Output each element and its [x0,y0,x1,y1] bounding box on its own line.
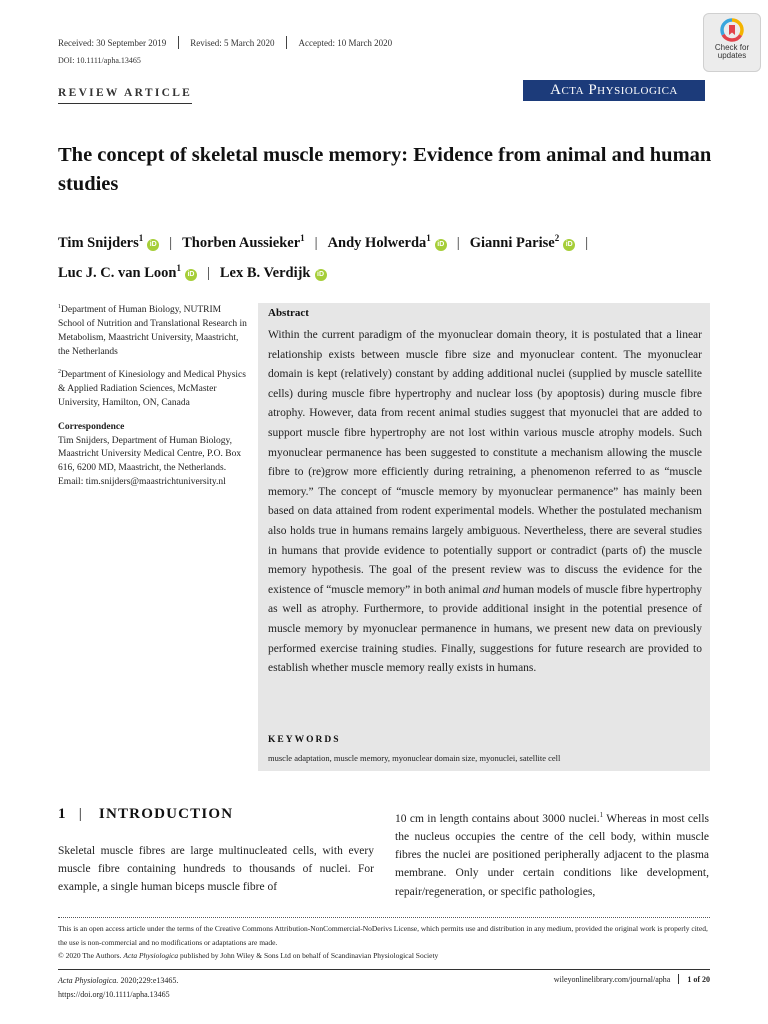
journal-banner: Acta Physiologica [523,80,705,101]
affiliation-sup: 1 [426,233,431,243]
author-name: Andy Holwerda [327,234,427,251]
article-dates [58,36,392,49]
author-separator: | [456,234,460,251]
doi: DOI: 10.1111/apha.13465 [58,56,141,65]
date-divider [178,36,179,49]
footer-right [496,974,710,984]
date-divider [286,36,287,49]
affiliation-1 [58,301,248,359]
intro-left-column: Skeletal muscle fibres are large multinucleated cells, with every muscle fibre containing hundreds to thousands of nuclei. For example, a single human biceps muscle fibre of [58,845,374,894]
author-list [58,226,718,286]
section-label: REVIEW ARTICLE [58,87,192,104]
footer-journal: Acta Physiologica. [58,976,119,985]
abstract-text-part1: Within the current paradigm of the myonuclear domain theory, it is postulated that a linear relationship exists between muscle fibre size and myonuclear content. The myonuclear domain is kept (relatively) constant by adding additional nuclei (supplied by muscle satellite cells) during muscle fibre hypertrophy and nuclear loss (by apoptosis) during muscle fibre atrophy. However, data from recent animal studies suggest that myonuclei that are added to support muscle fibre hypertrophy are not lost within various muscle atrophy models. Such myonuclear permanence has been suggested to constitute a mechanism allowing the muscle fibre to (re)grow more efficiently during retraining, a phenomenon referred to as “muscle memory.” The concept of “muscle memory by myonuclear permanence” has mainly been based on data attained from rodent experimental models. Whether the postulated mechanism also holds true in humans remains largely ambiguous. Nevertheless, there are several studies in humans that provide evidence to potentially support or contradict (parts of) the muscle memory hypothesis. The goal of the present review was to discuss the evidence for the existence of “muscle memory” in both animal [268,329,702,596]
accepted-date: Accepted: 10 March 2020 [298,37,393,48]
author-separator: | [206,264,210,281]
affiliation-sup: 1 [58,304,61,310]
footer-volume: 2020;229:e13465. [118,976,179,985]
badge-line-1: Check for [714,43,750,52]
orcid-icon[interactable]: iD [315,269,327,281]
correspondence-heading: Correspondence [58,421,125,432]
correspondence-email[interactable]: Email: tim.snijders@maastrichtuniversity.nl [58,477,226,488]
copyright-b: published by John Wiley & Sons Ltd on behalf of Scandinavian Physiological Society [178,951,439,960]
affiliation-sup: 2 [58,369,61,376]
author[interactable] [328,235,447,251]
abstract-text [268,326,702,679]
affiliation-sup: 1 [300,233,305,243]
footer-divider [678,974,679,984]
orcid-icon[interactable]: iD [147,239,159,251]
footer-site-link[interactable]: wileyonlinelibrary.com/journal/apha [553,974,671,984]
intro-right-column [395,806,709,901]
received-date: Received: 30 September 2019 [58,37,167,48]
license-footnote [58,922,710,963]
section-divider: | [78,806,83,822]
footer-doi-link[interactable]: https://doi.org/10.1111/apha.13465 [58,990,170,999]
badge-line-2: updates [717,51,747,60]
author-separator: | [169,234,173,251]
author[interactable] [58,262,197,281]
author-name: Thorben Aussieker [182,234,301,251]
author-name: Luc J. C. van Loon [58,264,177,281]
keywords-heading: KEYWORDS [268,735,341,745]
correspondence-address: Tim Snijders, Department of Human Biology, Maastricht University Medical Centre, P.O. Box 616, 6200 MD, Maastricht, the Netherlands. [58,435,242,474]
footer-citation [58,974,178,1002]
introduction-heading [58,806,233,823]
footnote-divider [58,917,710,918]
orcid-icon[interactable]: iD [563,239,575,251]
affiliation-text: Department of Human Biology, NUTRIM School of Nutrition and Translational Research in Metabolism, Maastricht University, Maastricht, the Netherlands [58,305,247,357]
affiliation-sup: 2 [554,233,560,243]
license-text: This is an open access article under the terms of the Creative Commons Attribution-NonCommercial-NoDerivs License, which permits use and distribution in any medium, provided the original work is properly cited, the use is non-commercial and no modifications or adaptations are made. [58,924,708,947]
footer-rule [58,969,710,970]
check-updates-icon [720,18,744,42]
copyright-text [58,949,710,963]
keywords-list: muscle adaptation, muscle memory, myonuclear domain size, myonuclei, satellite cell [268,753,561,763]
copyright-journal: Acta Physiologica [123,951,179,960]
author[interactable] [220,265,327,281]
revised-date: Revised: 5 March 2020 [190,37,275,48]
affiliation-sup: 1 [138,233,144,243]
author[interactable] [182,235,305,251]
copyright-a: © 2020 The Authors. [58,951,124,960]
orcid-icon[interactable]: iD [435,239,447,251]
badge-label [715,44,749,60]
section-title: INTRODUCTION [98,806,234,822]
orcid-icon[interactable]: iD [185,269,197,281]
author-name: Lex B. Verdijk [219,264,311,281]
affiliation-text: Department of Kinesiology and Medical Physics & Applied Radiation Sciences, McMaster University, Hamilton, ON, Canada [58,370,246,409]
abstract-italic: and [482,583,500,596]
citation-sup[interactable]: 1 [599,811,604,819]
author-separator: | [585,234,589,251]
section-number: 1 [58,806,67,822]
abstract-heading: Abstract [268,307,309,319]
affiliations [58,301,248,490]
affiliation-sup: 1 [176,262,181,273]
affiliation-2 [58,366,248,411]
abstract-text-part2: human models of muscle fibre hypertrophy as well as atrophy. Furthermore, to provide additional insight in the potential presence of muscle memory by myonuclear permanence in humans, we present new data on previously performed exercise training studies. Finally, suggestions for future research are provided to establish whether muscle memory really exists in humans. [268,583,703,675]
author-name: Tim Snijders [58,234,139,251]
check-for-updates-badge[interactable] [703,13,761,72]
author-name: Gianni Parise [469,234,555,251]
intro-right-text-a: 10 cm in length contains about 3000 nuclei. [395,812,600,825]
author-separator: | [314,234,318,251]
author[interactable] [58,235,159,251]
article-title: The concept of skeletal muscle memory: Evidence from animal and human studies [58,144,712,195]
intro-right-text-b: Whereas in most cells the nucleus occupies the centre of the cell body, within muscle fibres the nuclei are positioned peripherally adjacent to the plasma membrane. Only under certain conditions like development, repair/regeneration, or specific pathologies, [395,812,709,898]
page-number: 1 of 20 [687,974,710,984]
author[interactable] [470,235,576,251]
